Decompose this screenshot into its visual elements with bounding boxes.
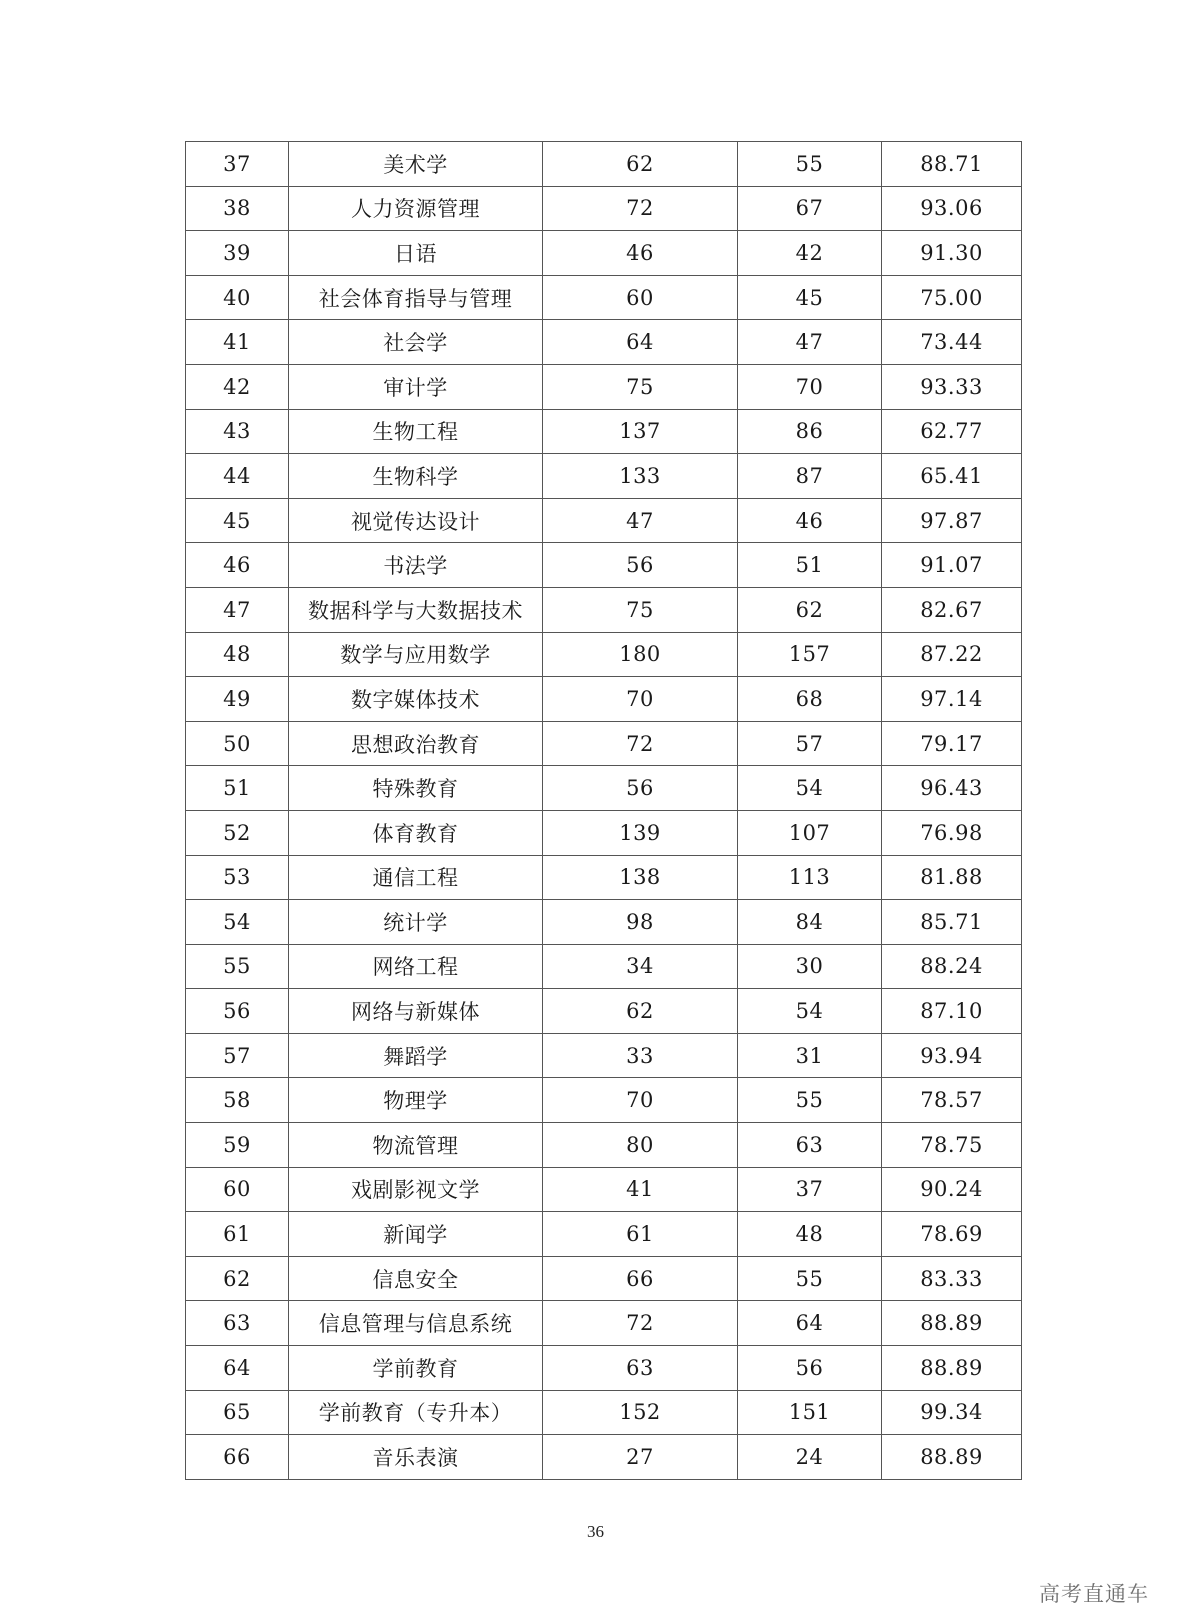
employed-count-cell: 42 [738, 231, 882, 276]
major-name-cell: 特殊教育 [289, 766, 543, 811]
major-name-cell: 网络工程 [289, 944, 543, 989]
employment-rate-cell: 87.22 [882, 632, 1022, 677]
table-row [186, 275, 1022, 320]
graduates-count-cell: 180 [543, 632, 738, 677]
table-row [186, 186, 1022, 231]
employment-rate-cell: 62.77 [882, 409, 1022, 454]
employed-count-cell: 70 [738, 364, 882, 409]
row-number-cell: 66 [186, 1435, 289, 1480]
table-row [186, 989, 1022, 1034]
employed-count-cell: 30 [738, 944, 882, 989]
employed-count-cell: 24 [738, 1435, 882, 1480]
employed-count-cell: 84 [738, 900, 882, 945]
table-row [186, 498, 1022, 543]
row-number-cell: 50 [186, 721, 289, 766]
graduates-count-cell: 62 [543, 989, 738, 1034]
graduates-count-cell: 46 [543, 231, 738, 276]
graduates-count-cell: 72 [543, 186, 738, 231]
employment-rate-cell: 91.07 [882, 543, 1022, 588]
major-name-cell: 通信工程 [289, 855, 543, 900]
graduates-count-cell: 72 [543, 721, 738, 766]
graduates-count-cell: 60 [543, 275, 738, 320]
graduates-count-cell: 137 [543, 409, 738, 454]
row-number-cell: 43 [186, 409, 289, 454]
employed-count-cell: 107 [738, 810, 882, 855]
employment-rate-cell: 78.75 [882, 1123, 1022, 1168]
graduates-count-cell: 75 [543, 587, 738, 632]
row-number-cell: 55 [186, 944, 289, 989]
major-name-cell: 新闻学 [289, 1212, 543, 1257]
employed-count-cell: 67 [738, 186, 882, 231]
graduates-count-cell: 66 [543, 1256, 738, 1301]
employment-rate-cell: 93.94 [882, 1033, 1022, 1078]
major-name-cell: 物流管理 [289, 1123, 543, 1168]
table-row [186, 1167, 1022, 1212]
graduates-count-cell: 139 [543, 810, 738, 855]
table-row [186, 1078, 1022, 1123]
graduates-count-cell: 98 [543, 900, 738, 945]
row-number-cell: 47 [186, 587, 289, 632]
employment-rate-cell: 99.34 [882, 1390, 1022, 1435]
graduates-count-cell: 80 [543, 1123, 738, 1168]
major-name-cell: 美术学 [289, 142, 543, 187]
major-name-cell: 舞蹈学 [289, 1033, 543, 1078]
major-name-cell: 生物科学 [289, 454, 543, 499]
employed-count-cell: 113 [738, 855, 882, 900]
row-number-cell: 65 [186, 1390, 289, 1435]
employment-rate-cell: 73.44 [882, 320, 1022, 365]
employment-rate-cell: 85.71 [882, 900, 1022, 945]
major-name-cell: 音乐表演 [289, 1435, 543, 1480]
major-name-cell: 物理学 [289, 1078, 543, 1123]
employment-rate-cell: 65.41 [882, 454, 1022, 499]
row-number-cell: 46 [186, 543, 289, 588]
table-row [186, 1301, 1022, 1346]
major-name-cell: 社会学 [289, 320, 543, 365]
row-number-cell: 56 [186, 989, 289, 1034]
employment-rate-cell: 75.00 [882, 275, 1022, 320]
employment-rate-cell: 82.67 [882, 587, 1022, 632]
row-number-cell: 41 [186, 320, 289, 365]
employment-rate-cell: 96.43 [882, 766, 1022, 811]
major-name-cell: 统计学 [289, 900, 543, 945]
employment-rate-cell: 88.89 [882, 1346, 1022, 1391]
employment-rate-cell: 87.10 [882, 989, 1022, 1034]
page-number: 36 [587, 1522, 604, 1541]
row-number-cell: 48 [186, 632, 289, 677]
major-name-cell: 数学与应用数学 [289, 632, 543, 677]
row-number-cell: 61 [186, 1212, 289, 1257]
table-row [186, 1123, 1022, 1168]
graduates-count-cell: 70 [543, 677, 738, 722]
row-number-cell: 37 [186, 142, 289, 187]
employed-count-cell: 54 [738, 989, 882, 1034]
row-number-cell: 51 [186, 766, 289, 811]
table-row [186, 1390, 1022, 1435]
graduates-count-cell: 56 [543, 766, 738, 811]
table-row [186, 1256, 1022, 1301]
table-row [186, 364, 1022, 409]
major-name-cell: 审计学 [289, 364, 543, 409]
major-name-cell: 人力资源管理 [289, 186, 543, 231]
row-number-cell: 52 [186, 810, 289, 855]
major-name-cell: 戏剧影视文学 [289, 1167, 543, 1212]
major-name-cell: 数据科学与大数据技术 [289, 587, 543, 632]
table-row [186, 1212, 1022, 1257]
major-name-cell: 生物工程 [289, 409, 543, 454]
employment-rate-cell: 97.14 [882, 677, 1022, 722]
row-number-cell: 58 [186, 1078, 289, 1123]
employed-count-cell: 46 [738, 498, 882, 543]
employed-count-cell: 48 [738, 1212, 882, 1257]
major-name-cell: 思想政治教育 [289, 721, 543, 766]
employment-rate-table [185, 141, 1022, 1480]
table-row [186, 900, 1022, 945]
major-name-cell: 视觉传达设计 [289, 498, 543, 543]
major-name-cell: 学前教育（专升本） [289, 1390, 543, 1435]
employed-count-cell: 37 [738, 1167, 882, 1212]
employment-rate-cell: 83.33 [882, 1256, 1022, 1301]
table-row [186, 587, 1022, 632]
employment-rate-cell: 91.30 [882, 231, 1022, 276]
graduates-count-cell: 133 [543, 454, 738, 499]
employment-rate-cell: 78.57 [882, 1078, 1022, 1123]
row-number-cell: 53 [186, 855, 289, 900]
table-row [186, 142, 1022, 187]
major-name-cell: 社会体育指导与管理 [289, 275, 543, 320]
employment-rate-cell: 93.33 [882, 364, 1022, 409]
employment-rate-cell: 88.89 [882, 1435, 1022, 1480]
graduates-count-cell: 152 [543, 1390, 738, 1435]
employed-count-cell: 55 [738, 142, 882, 187]
graduates-count-cell: 27 [543, 1435, 738, 1480]
employment-rate-cell: 76.98 [882, 810, 1022, 855]
graduates-count-cell: 75 [543, 364, 738, 409]
graduates-count-cell: 33 [543, 1033, 738, 1078]
row-number-cell: 60 [186, 1167, 289, 1212]
watermark-text: 高考直通车 [1039, 1582, 1149, 1606]
employed-count-cell: 56 [738, 1346, 882, 1391]
major-name-cell: 信息管理与信息系统 [289, 1301, 543, 1346]
employed-count-cell: 47 [738, 320, 882, 365]
table-row [186, 1435, 1022, 1480]
major-name-cell: 数字媒体技术 [289, 677, 543, 722]
table-row [186, 766, 1022, 811]
graduates-count-cell: 63 [543, 1346, 738, 1391]
employment-rate-cell: 78.69 [882, 1212, 1022, 1257]
row-number-cell: 63 [186, 1301, 289, 1346]
table-row [186, 677, 1022, 722]
row-number-cell: 39 [186, 231, 289, 276]
table-row [186, 454, 1022, 499]
employment-rate-cell: 88.71 [882, 142, 1022, 187]
graduates-count-cell: 70 [543, 1078, 738, 1123]
major-name-cell: 书法学 [289, 543, 543, 588]
major-name-cell: 体育教育 [289, 810, 543, 855]
employed-count-cell: 87 [738, 454, 882, 499]
graduates-count-cell: 61 [543, 1212, 738, 1257]
graduates-count-cell: 62 [543, 142, 738, 187]
graduates-count-cell: 138 [543, 855, 738, 900]
graduates-count-cell: 47 [543, 498, 738, 543]
table-row [186, 721, 1022, 766]
employed-count-cell: 51 [738, 543, 882, 588]
table-row [186, 855, 1022, 900]
major-name-cell: 网络与新媒体 [289, 989, 543, 1034]
employment-rate-cell: 79.17 [882, 721, 1022, 766]
table-row [186, 944, 1022, 989]
row-number-cell: 40 [186, 275, 289, 320]
major-name-cell: 信息安全 [289, 1256, 543, 1301]
row-number-cell: 54 [186, 900, 289, 945]
employed-count-cell: 31 [738, 1033, 882, 1078]
employment-rate-cell: 88.24 [882, 944, 1022, 989]
table-row [186, 543, 1022, 588]
table-row [186, 409, 1022, 454]
graduates-count-cell: 56 [543, 543, 738, 588]
row-number-cell: 42 [186, 364, 289, 409]
major-name-cell: 日语 [289, 231, 543, 276]
row-number-cell: 44 [186, 454, 289, 499]
row-number-cell: 49 [186, 677, 289, 722]
employed-count-cell: 68 [738, 677, 882, 722]
employed-count-cell: 157 [738, 632, 882, 677]
employed-count-cell: 57 [738, 721, 882, 766]
row-number-cell: 59 [186, 1123, 289, 1168]
graduates-count-cell: 34 [543, 944, 738, 989]
employment-rate-cell: 97.87 [882, 498, 1022, 543]
employed-count-cell: 54 [738, 766, 882, 811]
table-row [186, 231, 1022, 276]
employed-count-cell: 62 [738, 587, 882, 632]
row-number-cell: 57 [186, 1033, 289, 1078]
employment-rate-cell: 81.88 [882, 855, 1022, 900]
employed-count-cell: 55 [738, 1256, 882, 1301]
employment-rate-cell: 90.24 [882, 1167, 1022, 1212]
table-row [186, 1033, 1022, 1078]
employed-count-cell: 86 [738, 409, 882, 454]
employment-rate-cell: 88.89 [882, 1301, 1022, 1346]
table-row [186, 810, 1022, 855]
employed-count-cell: 64 [738, 1301, 882, 1346]
major-name-cell: 学前教育 [289, 1346, 543, 1391]
row-number-cell: 38 [186, 186, 289, 231]
table-row [186, 320, 1022, 365]
graduates-count-cell: 72 [543, 1301, 738, 1346]
employed-count-cell: 63 [738, 1123, 882, 1168]
row-number-cell: 62 [186, 1256, 289, 1301]
graduates-count-cell: 41 [543, 1167, 738, 1212]
graduates-count-cell: 64 [543, 320, 738, 365]
row-number-cell: 64 [186, 1346, 289, 1391]
employed-count-cell: 55 [738, 1078, 882, 1123]
table-body [186, 142, 1022, 1480]
employed-count-cell: 45 [738, 275, 882, 320]
row-number-cell: 45 [186, 498, 289, 543]
table-row [186, 1346, 1022, 1391]
table-row [186, 632, 1022, 677]
employment-rate-cell: 93.06 [882, 186, 1022, 231]
employed-count-cell: 151 [738, 1390, 882, 1435]
